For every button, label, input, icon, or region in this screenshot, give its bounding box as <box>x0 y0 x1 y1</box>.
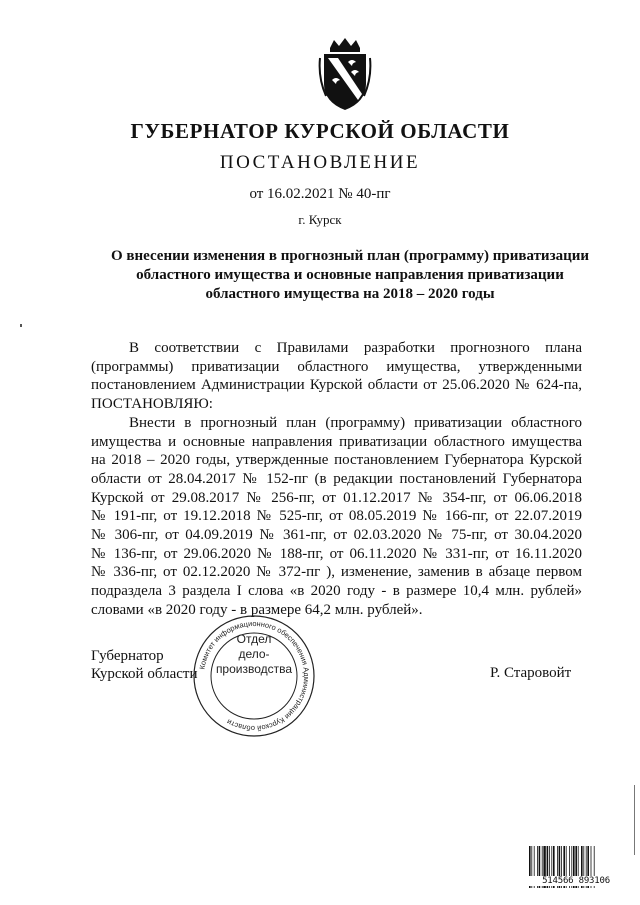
body-line: № 306-пг, от 04.09.2019 № 361-пг, от 02.03.2020 № 75-пг, от 30.04.2020 <box>91 527 582 544</box>
stamp-ring-text: Комитет информационного обеспечения Администрации Курской области <box>197 618 312 734</box>
page-edge-line <box>634 785 635 855</box>
document-body <box>91 339 582 620</box>
stamp-line: дело- <box>238 647 270 661</box>
body-line: области от 28.04.2017 № 152-пг (в редакции постановлений Губернатора <box>91 470 582 487</box>
body-line: № 191-пг, от 19.12.2018 № 525-пг, от 08.05.2019 № 166-пг, от 22.07.2019 <box>91 508 582 525</box>
body-line: № 136-пг, от 29.06.2020 № 188-пг, от 06.11.2020 № 331-пг, от 16.11.2020 <box>91 545 582 562</box>
stamp-line: производства <box>215 662 293 676</box>
resolution-paragraph <box>91 414 582 620</box>
body-line: № 336-пг, от 02.12.2020 № 372-пг ), изменение, заменив в абзаце первом <box>91 564 582 581</box>
position-line: Курской области <box>91 666 198 682</box>
barcode-number: 514566 893106 <box>528 876 624 886</box>
kursk-coat-of-arms-icon <box>318 38 372 112</box>
signatory-position <box>91 647 197 683</box>
body-line: словами «в 2020 году - в размере 64,2 млн. рублей». <box>91 601 423 618</box>
subject-line: областного имущества и основные направления приватизации <box>136 267 564 283</box>
body-line: (программы) приватизации областного имущества, утвержденными <box>91 358 582 375</box>
body-line: на 2018 – 2020 годы, утвержденные постановлением Губернатора Курской <box>91 452 582 469</box>
position-line: Губернатор <box>91 648 164 664</box>
signatory-name: Р. Старовойт <box>490 665 572 681</box>
body-line: В соответствии с Правилами разработки прогнозного плана <box>129 340 582 356</box>
body-line: постановлением Администрации Курской области от 25.06.2020 № 624-па, <box>91 377 582 394</box>
document-city: г. Курск <box>298 212 342 227</box>
preamble-paragraph <box>91 339 582 414</box>
body-line: Курской от 29.08.2017 № 256-пг, от 01.12.2017 № 354-пг, от 06.06.2018 <box>91 489 582 506</box>
subject-line: областного имущества на 2018 – 2020 годы <box>205 286 495 302</box>
subject-line: О внесении изменения в прогнозный план (программу) приватизации <box>110 248 590 264</box>
body-line: Внести в прогнозный план (программу) приватизации областного <box>129 414 582 431</box>
stamp-center-text <box>212 632 296 677</box>
document-type: ПОСТАНОВЛЕНИЕ <box>219 152 421 173</box>
document-date-number: от 16.02.2021 № 40-пг <box>249 186 391 202</box>
body-line: подраздела 3 раздела I слова «в 2020 году - в размере 10,4 млн. рублей» <box>91 583 582 600</box>
body-line: имущества и основные направления приватизации областного имущества <box>91 433 582 450</box>
stamp-line: Отдел <box>236 632 272 646</box>
body-line: ПОСТАНОВЛЯЮ: <box>91 396 213 413</box>
governor-title: ГУБЕРНАТОР КУРСКОЙ ОБЛАСТИ <box>130 119 510 143</box>
margin-mark <box>20 324 22 327</box>
document-subject <box>100 247 600 304</box>
